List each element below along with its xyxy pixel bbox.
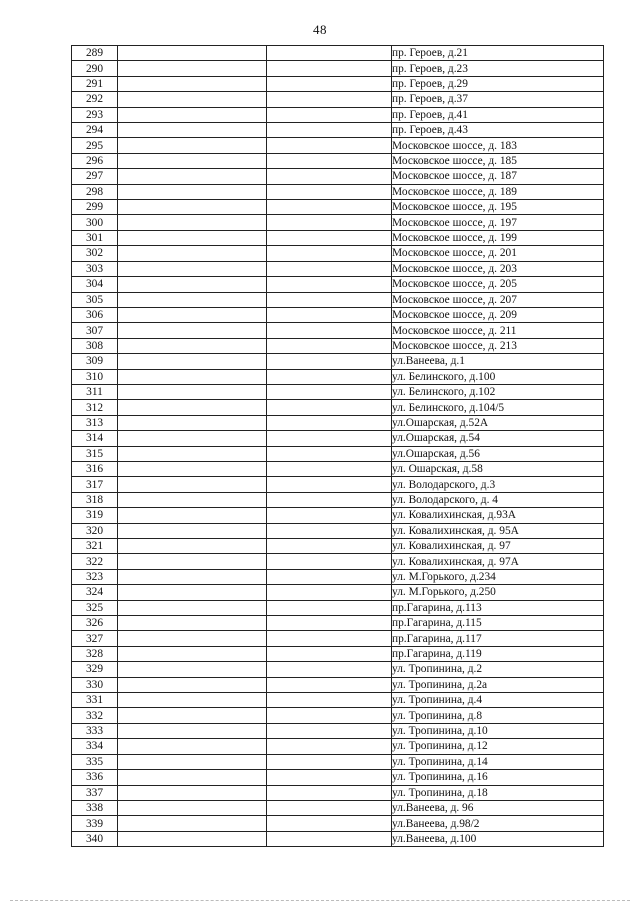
empty-cell <box>118 754 267 769</box>
table-row <box>72 816 604 831</box>
row-number: 316 <box>72 461 118 476</box>
table-row <box>72 215 604 230</box>
row-number: 307 <box>72 323 118 338</box>
row-number: 329 <box>72 662 118 677</box>
empty-cell <box>267 461 392 476</box>
address-cell: ул. Тропинина, д.14 <box>392 754 604 769</box>
scan-artifact-line <box>10 900 630 901</box>
address-cell: ул. Володарского, д. 4 <box>392 492 604 507</box>
row-number: 321 <box>72 539 118 554</box>
table-row <box>72 677 604 692</box>
empty-cell <box>267 169 392 184</box>
row-number: 318 <box>72 492 118 507</box>
row-number: 319 <box>72 508 118 523</box>
address-cell: Московское шоссе, д. 207 <box>392 292 604 307</box>
empty-cell <box>267 816 392 831</box>
empty-cell <box>267 754 392 769</box>
address-cell: пр.Гагарина, д.119 <box>392 646 604 661</box>
empty-cell <box>118 277 267 292</box>
table-row <box>72 107 604 122</box>
empty-cell <box>267 800 392 815</box>
table-row <box>72 600 604 615</box>
empty-cell <box>118 785 267 800</box>
address-cell: Московское шоссе, д. 189 <box>392 184 604 199</box>
empty-cell <box>267 123 392 138</box>
table-row <box>72 76 604 91</box>
empty-cell <box>267 739 392 754</box>
empty-cell <box>267 46 392 61</box>
empty-cell <box>267 323 392 338</box>
empty-cell <box>118 354 267 369</box>
empty-cell <box>267 677 392 692</box>
row-number: 300 <box>72 215 118 230</box>
empty-cell <box>118 200 267 215</box>
empty-cell <box>118 770 267 785</box>
empty-cell <box>267 831 392 846</box>
row-number: 330 <box>72 677 118 692</box>
empty-cell <box>267 785 392 800</box>
address-cell: ул.Ошарская, д.56 <box>392 446 604 461</box>
row-number: 302 <box>72 246 118 261</box>
table-row <box>72 431 604 446</box>
address-cell: Московское шоссе, д. 185 <box>392 153 604 168</box>
empty-cell <box>267 708 392 723</box>
row-number: 297 <box>72 169 118 184</box>
address-cell: пр.Гагарина, д.113 <box>392 600 604 615</box>
empty-cell <box>267 400 392 415</box>
table-row <box>72 46 604 61</box>
empty-cell <box>118 338 267 353</box>
table-row <box>72 169 604 184</box>
table-row <box>72 153 604 168</box>
empty-cell <box>267 384 392 399</box>
row-number: 293 <box>72 107 118 122</box>
table-row <box>72 662 604 677</box>
empty-cell <box>118 739 267 754</box>
address-cell: Московское шоссе, д. 195 <box>392 200 604 215</box>
empty-cell <box>267 523 392 538</box>
empty-cell <box>267 693 392 708</box>
page-number: 48 <box>313 22 327 37</box>
row-number: 317 <box>72 477 118 492</box>
empty-cell <box>267 292 392 307</box>
table-row <box>72 646 604 661</box>
empty-cell <box>267 415 392 430</box>
address-cell: ул. Володарского, д.3 <box>392 477 604 492</box>
address-cell: ул. Тропинина, д.4 <box>392 693 604 708</box>
address-cell: ул. Тропинина, д.10 <box>392 723 604 738</box>
row-number: 308 <box>72 338 118 353</box>
empty-cell <box>118 400 267 415</box>
row-number: 340 <box>72 831 118 846</box>
table-row <box>72 492 604 507</box>
address-cell: Московское шоссе, д. 205 <box>392 277 604 292</box>
row-number: 295 <box>72 138 118 153</box>
address-cell: Московское шоссе, д. 211 <box>392 323 604 338</box>
row-number: 290 <box>72 61 118 76</box>
empty-cell <box>118 616 267 631</box>
empty-cell <box>267 569 392 584</box>
empty-cell <box>267 616 392 631</box>
address-cell: пр. Героев, д.43 <box>392 123 604 138</box>
address-cell: пр.Гагарина, д.115 <box>392 616 604 631</box>
table-row <box>72 723 604 738</box>
row-number: 322 <box>72 554 118 569</box>
table-row <box>72 138 604 153</box>
empty-cell <box>118 76 267 91</box>
empty-cell <box>267 246 392 261</box>
empty-cell <box>118 446 267 461</box>
address-cell: пр. Героев, д.21 <box>392 46 604 61</box>
empty-cell <box>267 338 392 353</box>
row-number: 303 <box>72 261 118 276</box>
empty-cell <box>118 323 267 338</box>
empty-cell <box>267 215 392 230</box>
table-row <box>72 785 604 800</box>
empty-cell <box>267 631 392 646</box>
table-row <box>72 569 604 584</box>
address-cell: ул.Ошарская, д.52А <box>392 415 604 430</box>
table-row <box>72 246 604 261</box>
empty-cell <box>267 277 392 292</box>
empty-cell <box>118 554 267 569</box>
empty-cell <box>118 477 267 492</box>
row-number: 299 <box>72 200 118 215</box>
address-cell: ул. Тропинина, д.2 <box>392 662 604 677</box>
empty-cell <box>267 723 392 738</box>
empty-cell <box>267 307 392 322</box>
table-row <box>72 400 604 415</box>
empty-cell <box>118 169 267 184</box>
table-row <box>72 323 604 338</box>
row-number: 298 <box>72 184 118 199</box>
row-number: 289 <box>72 46 118 61</box>
empty-cell <box>118 677 267 692</box>
address-cell: пр. Героев, д.41 <box>392 107 604 122</box>
table-row <box>72 461 604 476</box>
empty-cell <box>118 708 267 723</box>
row-number: 313 <box>72 415 118 430</box>
row-number: 315 <box>72 446 118 461</box>
row-number: 294 <box>72 123 118 138</box>
address-cell: пр. Героев, д.23 <box>392 61 604 76</box>
empty-cell <box>118 215 267 230</box>
address-cell: ул. Ковалихинская, д. 97 <box>392 539 604 554</box>
table-row <box>72 61 604 76</box>
table-row <box>72 184 604 199</box>
empty-cell <box>118 92 267 107</box>
empty-cell <box>118 46 267 61</box>
empty-cell <box>267 539 392 554</box>
empty-cell <box>118 369 267 384</box>
table-row <box>72 708 604 723</box>
row-number: 338 <box>72 800 118 815</box>
table-row <box>72 277 604 292</box>
table-row <box>72 200 604 215</box>
row-number: 326 <box>72 616 118 631</box>
empty-cell <box>118 184 267 199</box>
table-row <box>72 754 604 769</box>
row-number: 337 <box>72 785 118 800</box>
empty-cell <box>267 200 392 215</box>
table-row <box>72 384 604 399</box>
row-number: 296 <box>72 153 118 168</box>
address-cell: Московское шоссе, д. 183 <box>392 138 604 153</box>
table-row <box>72 631 604 646</box>
address-cell: ул. Тропинина, д.8 <box>392 708 604 723</box>
empty-cell <box>118 123 267 138</box>
empty-cell <box>267 153 392 168</box>
address-cell: ул. Белинского, д.104/5 <box>392 400 604 415</box>
address-cell: Московское шоссе, д. 201 <box>392 246 604 261</box>
empty-cell <box>267 431 392 446</box>
row-number: 328 <box>72 646 118 661</box>
row-number: 310 <box>72 369 118 384</box>
empty-cell <box>267 477 392 492</box>
empty-cell <box>118 415 267 430</box>
empty-cell <box>267 138 392 153</box>
empty-cell <box>118 693 267 708</box>
row-number: 333 <box>72 723 118 738</box>
empty-cell <box>267 76 392 91</box>
empty-cell <box>267 107 392 122</box>
address-cell: ул. Тропинина, д.16 <box>392 770 604 785</box>
empty-cell <box>118 523 267 538</box>
empty-cell <box>118 585 267 600</box>
empty-cell <box>118 662 267 677</box>
address-table <box>71 45 604 847</box>
empty-cell <box>267 662 392 677</box>
row-number: 311 <box>72 384 118 399</box>
table-row <box>72 739 604 754</box>
empty-cell <box>118 431 267 446</box>
row-number: 306 <box>72 307 118 322</box>
address-cell: ул. Тропинина, д.18 <box>392 785 604 800</box>
empty-cell <box>118 246 267 261</box>
row-number: 305 <box>72 292 118 307</box>
address-cell: ул. Ковалихинская, д. 97А <box>392 554 604 569</box>
empty-cell <box>267 492 392 507</box>
empty-cell <box>118 600 267 615</box>
address-cell: ул.Ванеева, д.98/2 <box>392 816 604 831</box>
empty-cell <box>267 770 392 785</box>
row-number: 323 <box>72 569 118 584</box>
address-cell: Московское шоссе, д. 203 <box>392 261 604 276</box>
empty-cell <box>118 816 267 831</box>
table-row <box>72 539 604 554</box>
table-row <box>72 554 604 569</box>
table-row <box>72 92 604 107</box>
empty-cell <box>118 461 267 476</box>
address-cell: пр.Гагарина, д.117 <box>392 631 604 646</box>
address-cell: пр. Героев, д.29 <box>392 76 604 91</box>
table-row <box>72 508 604 523</box>
row-number: 339 <box>72 816 118 831</box>
row-number: 332 <box>72 708 118 723</box>
row-number: 325 <box>72 600 118 615</box>
empty-cell <box>118 831 267 846</box>
address-cell: ул. Ковалихинская, д.93А <box>392 508 604 523</box>
empty-cell <box>267 230 392 245</box>
row-number: 301 <box>72 230 118 245</box>
row-number: 327 <box>72 631 118 646</box>
address-cell: ул. Тропинина, д.12 <box>392 739 604 754</box>
empty-cell <box>118 61 267 76</box>
table-row <box>72 585 604 600</box>
empty-cell <box>118 384 267 399</box>
table-row <box>72 369 604 384</box>
empty-cell <box>267 354 392 369</box>
address-cell: пр. Героев, д.37 <box>392 92 604 107</box>
address-cell: ул. М.Горького, д.250 <box>392 585 604 600</box>
address-cell: Московское шоссе, д. 199 <box>392 230 604 245</box>
empty-cell <box>267 585 392 600</box>
address-cell: ул.Ванеева, д. 96 <box>392 800 604 815</box>
row-number: 314 <box>72 431 118 446</box>
address-cell: Московское шоссе, д. 197 <box>392 215 604 230</box>
table-row <box>72 800 604 815</box>
row-number: 291 <box>72 76 118 91</box>
empty-cell <box>118 508 267 523</box>
row-number: 324 <box>72 585 118 600</box>
address-cell: ул. Белинского, д.100 <box>392 369 604 384</box>
row-number: 335 <box>72 754 118 769</box>
address-cell: ул.Ванеева, д.100 <box>392 831 604 846</box>
table-row <box>72 523 604 538</box>
empty-cell <box>267 446 392 461</box>
address-cell: ул.Ошарская, д.54 <box>392 431 604 446</box>
empty-cell <box>118 492 267 507</box>
table-row <box>72 770 604 785</box>
address-cell: ул. Ковалихинская, д. 95А <box>392 523 604 538</box>
table-row <box>72 616 604 631</box>
address-cell: ул. Тропинина, д.2а <box>392 677 604 692</box>
empty-cell <box>118 138 267 153</box>
empty-cell <box>118 723 267 738</box>
row-number: 304 <box>72 277 118 292</box>
empty-cell <box>267 508 392 523</box>
table-row <box>72 230 604 245</box>
row-number: 336 <box>72 770 118 785</box>
empty-cell <box>118 800 267 815</box>
empty-cell <box>118 230 267 245</box>
row-number: 312 <box>72 400 118 415</box>
table-row <box>72 338 604 353</box>
empty-cell <box>118 261 267 276</box>
address-table-body <box>72 46 604 847</box>
empty-cell <box>267 600 392 615</box>
empty-cell <box>267 646 392 661</box>
table-row <box>72 123 604 138</box>
row-number: 320 <box>72 523 118 538</box>
address-cell: ул. Белинского, д.102 <box>392 384 604 399</box>
table-row <box>72 415 604 430</box>
empty-cell <box>267 369 392 384</box>
address-cell: Московское шоссе, д. 209 <box>392 307 604 322</box>
empty-cell <box>118 292 267 307</box>
table-row <box>72 261 604 276</box>
address-cell: ул. М.Горького, д.234 <box>392 569 604 584</box>
empty-cell <box>118 646 267 661</box>
address-cell: ул. Ошарская, д.58 <box>392 461 604 476</box>
table-row <box>72 831 604 846</box>
empty-cell <box>118 631 267 646</box>
address-cell: Московское шоссе, д. 213 <box>392 338 604 353</box>
empty-cell <box>118 569 267 584</box>
table-row <box>72 354 604 369</box>
empty-cell <box>267 184 392 199</box>
row-number: 292 <box>72 92 118 107</box>
address-cell: Московское шоссе, д. 187 <box>392 169 604 184</box>
empty-cell <box>267 61 392 76</box>
table-row <box>72 693 604 708</box>
empty-cell <box>118 107 267 122</box>
empty-cell <box>267 554 392 569</box>
empty-cell <box>267 92 392 107</box>
row-number: 331 <box>72 693 118 708</box>
table-row <box>72 292 604 307</box>
table-row <box>72 446 604 461</box>
row-number: 309 <box>72 354 118 369</box>
empty-cell <box>118 153 267 168</box>
empty-cell <box>118 539 267 554</box>
table-row <box>72 477 604 492</box>
address-cell: ул.Ванеева, д.1 <box>392 354 604 369</box>
table-row <box>72 307 604 322</box>
empty-cell <box>267 261 392 276</box>
row-number: 334 <box>72 739 118 754</box>
empty-cell <box>118 307 267 322</box>
